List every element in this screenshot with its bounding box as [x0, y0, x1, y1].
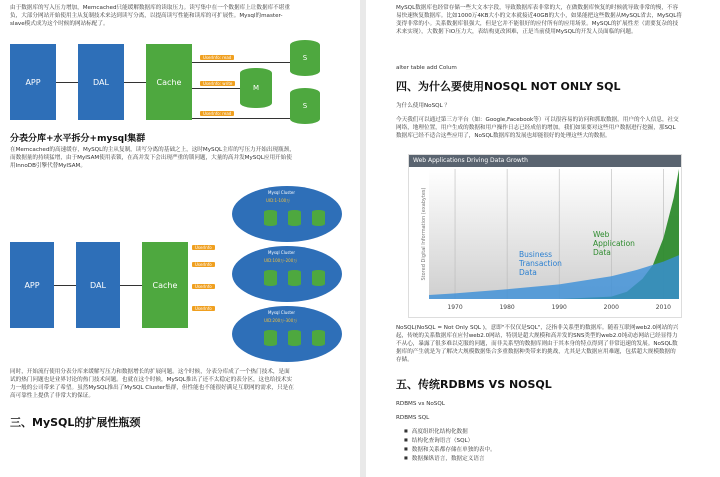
list-item: ■ 数据和关系都存储在单独的表中。 [404, 446, 496, 454]
paragraph-line: 由于数据库的写入压力增加，Memcached只能缓解数据库的读取压力。读写集中在一个数据库上让数据库不堪重 [10, 5, 290, 11]
list-item: ■ 结构化查询语言（SQL） [404, 437, 473, 445]
paragraph-line: 起，传统的关系数据库在应付web2.0网站，特别是超大规模和高并发的SNS类型的web2.0纯动态网站已经显得力 [396, 333, 678, 339]
paragraph-line: MySQL数据库也经常存储一些大文本字段，导致数据库表非常的大，在做数据库恢复的时候就导致非常的慢，不容 [396, 5, 679, 11]
web-application-label: Application [593, 239, 635, 248]
paragraph-line: 用InnoDB引擎代替MyISAM。 [10, 163, 86, 169]
paragraph-line: 据库的产生就是为了解决大规模数据集合多重数据种类带来的挑战，尤其是大数据应用难题，包括超大规模数据的 [396, 349, 676, 355]
db-icon [288, 210, 301, 226]
arrow [54, 285, 76, 286]
cache-box: Cache [142, 242, 188, 328]
arrow [192, 88, 240, 89]
master-db: M [240, 68, 272, 108]
db-icon [312, 210, 325, 226]
paragraph-line: 今天我们可以通过第三方平台（如：Google,Facebook等）可以很容易的访问和抓取数据。用户的个人信息，社交 [396, 117, 679, 123]
read-label: UserInfo: read [200, 111, 234, 116]
paragraph-line: 试的热门问题也是业界讨论的热门技术问题。也就在这个时候，MySQL推出了还不太稳定的表分区，这也给技术实 [10, 377, 293, 383]
write-label: UserInfo: write [200, 81, 235, 86]
rdbms-sql: RDBMS SQL [396, 415, 430, 421]
rdbms-vs-nosql: RDBMS vs NoSQL [396, 401, 445, 407]
x-tick-label: 1980 [499, 304, 515, 311]
db-icon [288, 330, 301, 346]
userinfo-label: UserInfo [192, 306, 215, 311]
userinfo-label: UserInfo [192, 245, 215, 250]
business-transaction-label: Business [519, 250, 553, 259]
web-application-label: Data [593, 248, 611, 257]
arrow [192, 118, 290, 119]
app-box: APP [10, 242, 54, 328]
x-tick-label: 2000 [603, 304, 619, 311]
paragraph-line: 术来实现），大数据下IO压力大，表结构更改困难，正是当前使用MySQL的开发人员面临的问题。 [396, 29, 637, 35]
read-label: UserInfo: read [200, 55, 234, 60]
db-icon [312, 270, 325, 286]
x-tick-label: 2010 [655, 304, 672, 311]
section-title: 三、MySQL的扩展性瓶颈 [10, 416, 141, 429]
userinfo-label: UserInfo [192, 262, 215, 267]
x-tick-label: 1990 [551, 304, 567, 311]
db-icon [264, 210, 277, 226]
paragraph-line: 不从心，暴露了很多难以克服的问题，而非关系型的数据库则由于其本身的特点得到了非常迅速的发展。NoSQL数 [396, 341, 678, 347]
paragraph-line: NoSQL(NoSQL = Not Only SQL )，意即"不仅仅是SQL"，泛指非关系型的数据库。随着互联网web2.0网站的兴 [396, 325, 679, 331]
paragraph-line: 力一般的公司带来了希望。虽然MySQL推出了MySQL Cluster集群，但性能也不能很好满足互联网的需求，只是在 [10, 385, 294, 391]
userinfo-label: UserInfo [192, 284, 215, 289]
chart-svg [409, 167, 681, 317]
arrow [124, 82, 146, 83]
chart-title: Web Applications Driving Data Growth [409, 155, 681, 167]
data-growth-chart [408, 154, 682, 318]
alter-table-text: alter table add Colum [396, 65, 457, 71]
paragraph-line: 负，大部分网站开始使用主从复制技术来达到读写分离，以提高读写性能和读库的可扩展性。Mysql的master- [10, 13, 283, 19]
business-transaction-label: Data [519, 268, 537, 277]
arrow [56, 82, 78, 83]
paragraph-line: 数据库已经不适合这些应用了，NoSQL数据库的发展也却能很好的处理这些大的数据。 [396, 133, 611, 139]
cache-box: Cache [146, 44, 192, 120]
section-title: 分表分库+水平拆分+mysql集群 [10, 134, 146, 144]
cluster-label: Mysql Cluster [268, 310, 296, 315]
dal-box: DAL [76, 242, 120, 328]
business-transaction-label: Transaction [519, 259, 562, 268]
paragraph-line: 高可靠性上提供了非常大的保证。 [10, 393, 94, 399]
arrow [120, 285, 142, 286]
right-page [366, 0, 720, 477]
list-item: ■ 数据操纵语言，数据定义语言 [404, 455, 485, 463]
app-box: APP [10, 44, 56, 120]
why-nosql: 为什么使用NoSQL ？ [396, 103, 451, 109]
paragraph-line: 在Memcached的高速缓存，MySQL的主从复制，读写分离的基础之上，这时MySQL主库的写压力开始出现瓶颈， [10, 147, 295, 153]
section-title: 五、传统RDBMS VS NOSQL [396, 378, 552, 391]
paragraph-line: 变得非常的小。关系数据库很强大，但是它并不能很好的应付所有的应用场景。MySQL的扩展性差（需要复杂的技 [396, 21, 679, 27]
slave-db: S [290, 40, 320, 76]
slave-db: S [290, 88, 320, 124]
paragraph-line: 同时，开始流行使用分表分库来缓解写压力和数据增长的扩展问题。这个时候，分表分库成了一个热门技术，是面 [10, 369, 290, 375]
paragraph-line: 存储。 [396, 357, 413, 363]
shard-label: UID:200万-300万 [264, 318, 298, 323]
paragraph-line: 而数据量的持续猛增，由于MyISAM使用表锁，在高并发下会出现严重的锁问题，大量的高并发MySQL应用开始使 [10, 155, 292, 161]
list-item: ■ 高度组织化结构化数据 [404, 428, 468, 436]
cluster-label: Mysql Cluster [268, 190, 296, 195]
shard-label: UID:1-100万 [266, 198, 291, 203]
db-icon [264, 330, 277, 346]
x-tick-label: 1970 [447, 304, 463, 311]
shard-label: UID:100万-200万 [264, 258, 298, 263]
paragraph-line: 网络，地理位置，用户生成的数据和用户操作日志已经成倍的增加。我们如果要对这些用户数据进行挖掘，那SQL [396, 125, 676, 131]
arrow [192, 62, 290, 63]
web-application-label: Web [593, 230, 610, 239]
db-icon [264, 270, 277, 286]
db-icon [288, 270, 301, 286]
paragraph-line: slave模式成为这个时候的网站标配了。 [10, 21, 109, 27]
cluster-label: Mysql Cluster [268, 250, 296, 255]
section-title: 四、为什么要使用NOSQL NOT ONLY SQL [396, 80, 621, 93]
y-axis-label: Stored Digital Information (exabytes) [421, 187, 427, 281]
dal-box: DAL [78, 44, 124, 120]
paragraph-line: 易快速恢复数据库。比如1000万4KB大小的文本就接近40GB的大小，如果能把这些数据从MySQL省去，MySQL将 [396, 13, 682, 19]
db-icon [312, 330, 325, 346]
